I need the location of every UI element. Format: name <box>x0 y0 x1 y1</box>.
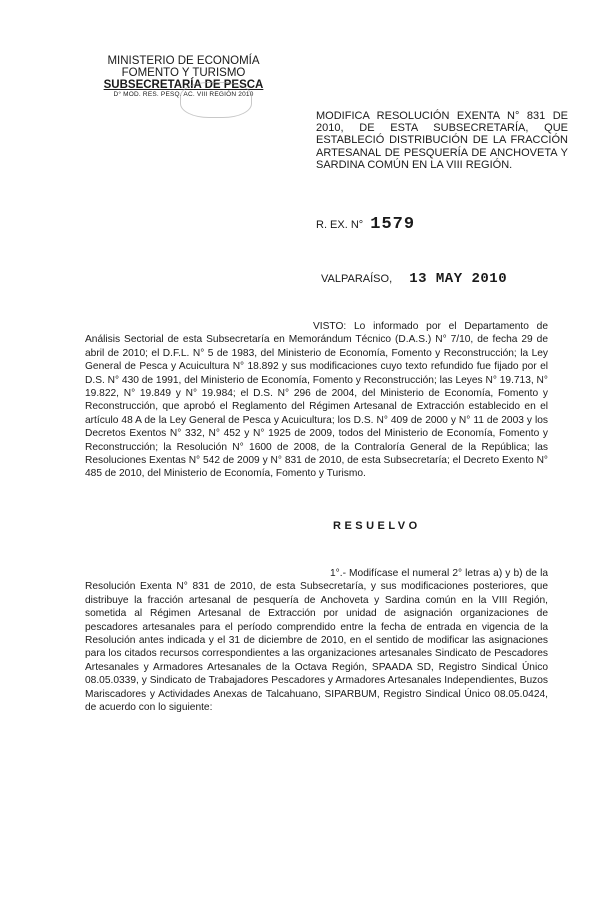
ministry-name: MINISTERIO DE ECONOMÍA <box>107 55 260 67</box>
article-1-paragraph: 1°.- Modifícase el numeral 2° letras a) y b) de la Resolución Exenta N° 831 de 2010, de esta Subsecretaría, y sus modificaciones posteriores, que distribuye la fracción artesanal de pesquería de Anchoveta y Sardina común en la VIII Región, sometida al Régimen Artesanal de Extracción por unidad de asignación organizaciones de pescadores artesanales para el período comprendido entre la fecha de entrada en vigencia de la Resolución antes indicada y el 31 de diciembre de 2010, en el sentido de modificar las asignaciones para los citados recursos correspondientes a las organizaciones artesanales Sindicato de Pescadores Artesanales y Armadores Artesanales de la Octava Región, SPAADA SD, Registro Sindical Único 08.05.0339, y Sindicato de Trabajadores Pescadores y Armadores Artesanales Independientes, Buzos Mariscadores y Actividades Anexas de Talcahuano, SIPARBUM, Registro Sindical Único 08.05.0424, de acuerdo con lo siguiente: <box>85 568 548 714</box>
place-date-line <box>321 271 507 287</box>
date-stamp: 13 MAY 2010 <box>409 271 508 287</box>
visto-paragraph: VISTO: Lo informado por el Departamento de Análisis Sectorial de esta Subsecretaría en Memorándum Técnico (D.A.S.) N° 7/10, de fecha 29 de abril de 2010; el D.F.L. N° 5 de 1983, del Ministerio de Economía, Fomento y Reconstrucción; la Ley General de Pesca y Acuicultura N° 18.892 y sus modificaciones cuyo texto refundido fue fijado por el D.S. N° 430 de 1991, del Ministerio de Economía, Fomento y Reconstrucción; las Leyes N° 19.713, N° 19.822, N° 19.849 y N° 19.984; el D.S. N° 296 de 2004, del Ministerio de Economía, Fomento y Reconstrucción, que aprobó el Reglamento del Régimen Artesanal de Extracción establecido en el artículo 48 A de la Ley General de Pesca y Acuicultura; los D.S. N° 409 de 2000 y N° 11 de 2003 y los Decretos Exentos N° 332, N° 452 y N° 1925 de 2009, todos del Ministerio de Economía, Fomento y Reconstrucción; la Resolución N° 1600 de 2008, de la Contraloría General de la República; las Resoluciones Exentas N° 542 de 2009 y N° 831 de 2010, de esta Subsecretaría; el Decreto Exento N° 485 de 2010, del Ministerio de Economía, Fomento y Turismo. <box>85 321 548 480</box>
resolution-number-label: R. EX. N° <box>316 219 364 231</box>
ministry-subtitle: FOMENTO Y TURISMO <box>121 67 246 79</box>
place: VALPARAÍSO, <box>321 273 393 285</box>
resolution-subject: MODIFICA RESOLUCIÓN EXENTA N° 831 DE 2010, DE ESTA SUBSECRETARÍA, QUE ESTABLECIÓ DISTRIBUCIÓN DE LA FRACCIÓN ARTESANAL DE PESQUERÍA DE ANCHOVETA Y SARDINA COMÚN EN LA VIII REGIÓN. <box>316 110 568 171</box>
resolution-number-line <box>316 215 415 234</box>
resolution-number: 1579 <box>370 215 416 234</box>
subsecretaria-name: SUBSECRETARÍA DE PESCA <box>103 79 264 91</box>
resuelvo-heading: RESUELVO <box>333 520 421 532</box>
document-reference: D° MOD. RES. PESQ. AC. VIII REGIÓN 2010 <box>113 91 254 98</box>
official-stamp <box>180 82 252 118</box>
